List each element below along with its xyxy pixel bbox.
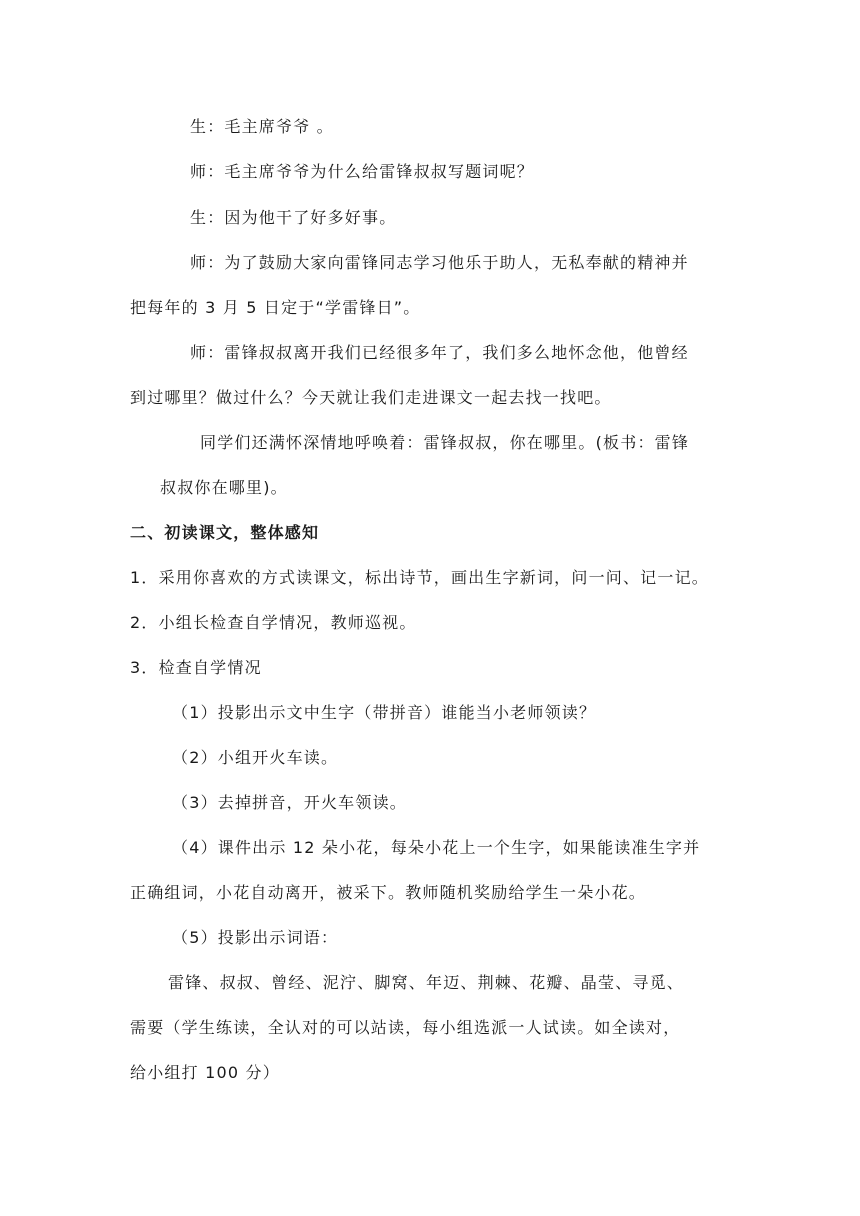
dialogue-line-student-2: 生：因为他干了好多好事。 <box>190 208 397 227</box>
word-list: 雷锋、叔叔、曾经、泥泞、脚窝、年迈、荆棘、花瓣、晶莹、寻觅、 <box>168 973 685 992</box>
word-list-note: 需要（学生练读，全认对的可以站读，每小组选派一人试读。如全读对， <box>130 1018 681 1037</box>
substep-1: （1）投影出示文中生字（带拼音）谁能当小老师领读？ <box>172 703 597 722</box>
dialogue-line-teacher-2-cont: 把每年的 3 月 5 日定于“学雷锋日”。 <box>130 298 421 317</box>
substep-4-cont: 正确组词，小花自动离开，被采下。教师随机奖励给学生一朵小花。 <box>130 883 647 902</box>
dialogue-line-students-call: 同学们还满怀深情地呼唤着：雷锋叔叔，你在哪里。(板书：雷锋 <box>200 433 690 452</box>
substep-2: （2）小组开火车读。 <box>172 748 339 767</box>
dialogue-line-students-call-cont: 叔叔你在哪里)。 <box>160 478 288 497</box>
step-2: 2．小组长检查自学情况，教师巡视。 <box>130 613 417 632</box>
dialogue-line-teacher-3: 师：雷锋叔叔离开我们已经很多年了，我们多么地怀念他，他曾经 <box>190 343 689 362</box>
step-3: 3．检查自学情况 <box>130 658 262 677</box>
substep-3: （3）去掉拼音，开火车领读。 <box>172 793 407 812</box>
substep-5: （5）投影出示词语： <box>172 928 339 947</box>
dialogue-line-student-1: 生：毛主席爷爷 。 <box>190 117 334 136</box>
dialogue-line-teacher-1: 师：毛主席爷爷为什么给雷锋叔叔写题词呢？ <box>190 162 535 181</box>
dialogue-line-teacher-3-cont: 到过哪里？做过什么？今天就让我们走进课文一起去找一找吧。 <box>130 388 612 407</box>
substep-4: （4）课件出示 12 朵小花，每朵小花上一个生字，如果能读准生字并 <box>172 838 701 857</box>
section-heading: 二、初读课文，整体感知 <box>130 523 320 542</box>
dialogue-line-teacher-2: 师：为了鼓励大家向雷锋同志学习他乐于助人，无私奉献的精神并 <box>190 253 689 272</box>
word-list-note-cont: 给小组打 100 分） <box>130 1063 280 1082</box>
step-1: 1．采用你喜欢的方式读课文，标出诗节，画出生字新词，问一问、记一记。 <box>130 568 709 587</box>
